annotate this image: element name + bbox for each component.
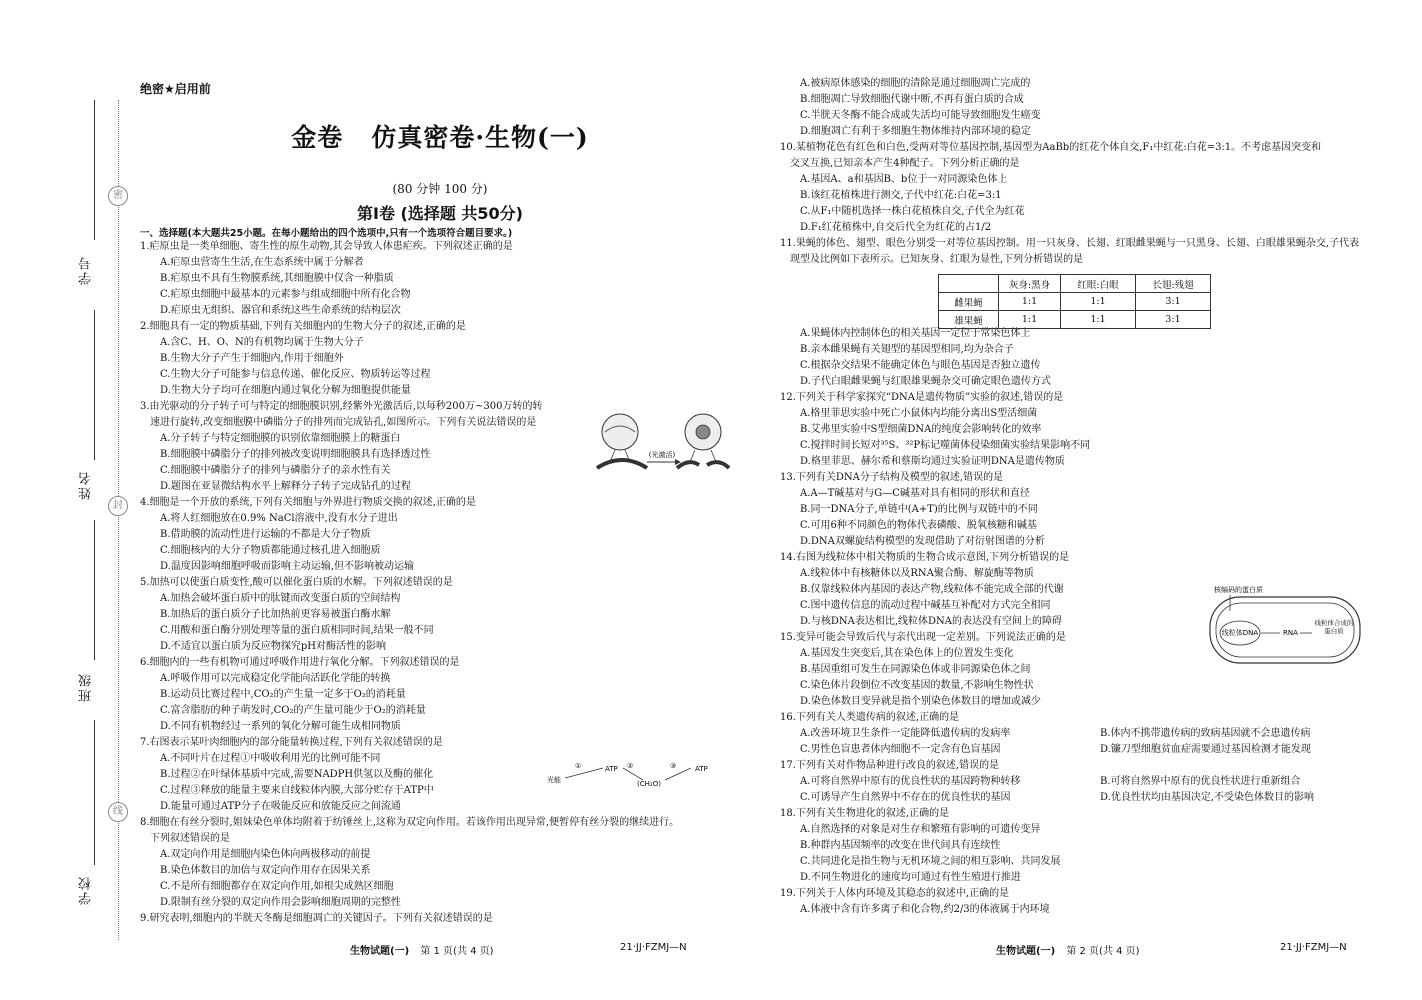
- table-cell: 3:1: [1136, 311, 1211, 329]
- question-option: C.细胞膜中磷脂分子的排列与磷脂分子的亲水性有关: [160, 465, 391, 476]
- question-option: B.运动员比赛过程中,CO₂的产生量一定多于O₂的消耗量: [160, 689, 406, 700]
- question-item: [140, 655, 755, 735]
- table-row: [939, 311, 1211, 329]
- question-option: A.线粒体中有核糖体以及RNA聚合酶、解旋酶等物质: [800, 568, 1034, 579]
- q14-rna: RNA: [1283, 629, 1298, 637]
- option-pair: [780, 790, 1400, 806]
- question-option: A.可将自然界中原有的优良性状的基因跨物种转移: [800, 776, 1021, 787]
- question-option: A.自然选择的对象是对生存和繁殖有影响的可遗传变异: [800, 824, 1041, 835]
- class-underline-wrap: [72, 520, 100, 660]
- question-option: D.子代白眼雌果蝇与红眼雄果蝇杂交可确定眼色遗传方式: [800, 376, 1051, 387]
- question-option: C.可诱导产生自然界中不存在的优良性状的基因: [800, 792, 1011, 803]
- question-option: B.该红花植株进行测交,子代中红花:白花=3:1: [800, 190, 1002, 201]
- question-stem-cont: 下列叙述错误的是: [150, 833, 230, 844]
- question-option: D.限制有丝分裂的双定向作用会影响细胞周期的完整性: [160, 897, 401, 908]
- question-option: C.从F₁中随机选择一株白花植株自交,子代全为红花: [800, 206, 1025, 217]
- q7-step-3: ③: [670, 762, 677, 770]
- secret-mark: 绝密★启用前: [140, 82, 211, 96]
- question-option: C.男性色盲患者体内细胞不一定含有色盲基因: [800, 744, 1001, 755]
- question-option: D.格里菲思、赫尔希和蔡斯均通过实验证明DNA是遗传物质: [800, 456, 1065, 467]
- question-option: C.根据杂交结果不能确定体色与眼色基因是否独立遗传: [800, 360, 1041, 371]
- question-option: D.F₁红花植株中,自交后代全为红花的占1/2: [800, 222, 992, 233]
- question-option: A.分子转子与特定细胞膜的识别依靠细胞膜上的糖蛋白: [160, 433, 401, 444]
- question-option: B.过程②在叶绿体基质中完成,需要NADPH供氢以及酶的催化: [160, 769, 434, 780]
- question-item: [780, 806, 1400, 886]
- question-option: A.含C、H、O、N的有机物均属于生物大分子: [160, 337, 364, 348]
- question-stem: 16.下列有关人类遗传病的叙述,正确的是: [780, 712, 960, 723]
- question-option: A.不同叶片在过程①中吸收利用光的比例可能不同: [160, 753, 381, 764]
- question-stem: 13.下列有关DNA分子结构及模型的叙述,错误的是: [780, 472, 1004, 483]
- question-option: C.半胱天冬酶不能合成或失活均可能导致细胞发生癌变: [800, 110, 1041, 121]
- question-stem: 12.下列关于科学家探究“DNA是遗传物质”实验的叙述,错误的是: [780, 392, 1064, 403]
- q7-ch2o: (CH₂O): [637, 780, 661, 788]
- question-option: C.可用6种不同颜色的物体代表磷酸、脱氧核糖和碱基: [800, 520, 1037, 531]
- question-option: A.基因A、a和基因B、b位于一对同源染色体上: [800, 174, 1008, 185]
- question-option: B.体内不携带遗传病的致病基因就不会患遗传病: [1100, 728, 1311, 739]
- question-stem-cont: 现型及比例如下表所示。已知灰身、红眼为显性,下列分析错误的是: [790, 254, 1084, 265]
- school-underline-wrap: [72, 720, 100, 865]
- question-option: D.镰刀型细胞贫血症需要通过基因检测才能发现: [1100, 744, 1311, 755]
- question-option: B.可将自然界中原有的优良性状进行重新组合: [1100, 776, 1301, 787]
- question-stem-cont: 速进行旋转,改变细胞膜中磷脂分子的排列而完成钻孔,如图所示。下列有关说法错误的是: [150, 417, 537, 428]
- q7-arrow-3: [665, 768, 691, 780]
- question-stem: 14.右图为线粒体中相关物质的生物合成示意图,下列分析错误的是: [780, 552, 1070, 563]
- title-brand: 金卷: [291, 123, 344, 152]
- question-option: D.温度因影响细胞呼吸而影响主动运输,但不影响被动运输: [160, 561, 415, 572]
- section-instruction: 一、选择题(本大题共25小题。在每小题给出的四个选项中,只有一个选项符合题目要求。): [140, 228, 513, 239]
- option-pair: [780, 726, 1400, 742]
- question-option: D.不适宜以蛋白质为反应物探究pH对酶活性的影响: [160, 641, 386, 652]
- question-item: [140, 319, 755, 399]
- question-option: B.借助膜的流动性进行运输的不都是大分子物质: [160, 529, 371, 540]
- question-option: A.A—T碱基对与G—C碱基对具有相同的形状和直径: [800, 488, 1030, 499]
- question-option: A.改善环境卫生条件一定能降低遗传病的发病率: [800, 728, 1011, 739]
- q7-step-1: ①: [575, 762, 582, 770]
- school-field[interactable]: [72, 875, 100, 905]
- q11-th-0: [939, 275, 999, 293]
- question-option: C.不是所有细胞都存在双定向作用,如根尖成熟区细胞: [160, 881, 394, 892]
- q7-atp-1: ATP: [605, 765, 618, 773]
- table-cell: 1:1: [1061, 293, 1136, 311]
- question-stem-cont: 交叉互换,已知亲本产生4种配子。下列分析正确的是: [790, 158, 1020, 169]
- left-footer-page: 第 1 页(共 4 页): [420, 946, 494, 957]
- question-item: [780, 390, 1400, 470]
- question-option: A.疟原虫营寄生生活,在生态系统中属于分解者: [160, 257, 364, 268]
- q14-figure: [1208, 583, 1363, 665]
- school-label: 学校: [78, 875, 94, 905]
- question-option: D.细胞凋亡有利于多细胞生物体维持内部环境的稳定: [800, 126, 1031, 137]
- title-main: 仿真密卷·生物(一): [371, 123, 589, 152]
- question-item: [140, 911, 755, 927]
- question-option: D.题图在亚显微结构水平上解释分子转子完成钻孔的过程: [160, 481, 411, 492]
- q11-th-3: 长翅:残翅: [1136, 275, 1211, 293]
- class-label: 班级: [78, 672, 94, 702]
- question-option: A.呼吸作用可以完成稳定化学能向活跃化学能的转换: [160, 673, 391, 684]
- q3-right-membrane: [677, 414, 729, 468]
- question-item: [780, 470, 1400, 550]
- name-underline-wrap: [72, 310, 100, 460]
- question-stem: 1.疟原虫是一类单细胞、寄生性的原生动物,其会导致人体患疟疾。下列叙述正确的是: [140, 241, 513, 252]
- question-option: C.疟原虫细胞中最基本的元素参与组成细胞中所有化合物: [160, 289, 411, 300]
- question-option: C.过程③释放的能量主要来自线粒体内膜,大部分贮存于ATP中: [160, 785, 434, 796]
- question-option: A.格里菲思实验中死亡小鼠体内均能分离出S型活细菌: [800, 408, 1038, 419]
- question-stem: 10.某植物花色有红色和白色,受两对等位基因控制,基因型为AaBb的红花个体自交,F₁中红花:白花=3:1。不考虑基因突变和: [780, 142, 1322, 153]
- table-row: [939, 293, 1211, 311]
- right-footer-title: 生物试题(一): [996, 946, 1056, 957]
- table-cell: 雌果蝇: [939, 293, 999, 311]
- q7-light: 光能: [547, 776, 561, 784]
- q14-mito-protein: 线粒体合成的蛋白质: [1314, 619, 1354, 635]
- question-item: [140, 495, 755, 575]
- question-option: C.图中遗传信息的流动过程中碱基互补配对方式完全相同: [800, 600, 1051, 611]
- page-title: [140, 118, 740, 154]
- question-option: A.被病原体感染的细胞的清除是通过细胞凋亡完成的: [800, 78, 1031, 89]
- question-item: [780, 758, 1400, 806]
- question-stem: 2.细胞具有一定的物质基础,下列有关细胞内的生物大分子的叙述,正确的是: [140, 321, 466, 332]
- q14-nuclear-protein: 核编码的蛋白质: [1214, 586, 1263, 594]
- table-cell: 1:1: [999, 293, 1061, 311]
- class-underline: [94, 520, 95, 660]
- question-option: D.不同生物进化的速度均可通过有性生殖进行推进: [800, 872, 1021, 883]
- question-option: D.能量可通过ATP分子在吸能反应和放能反应之间流通: [160, 801, 401, 812]
- exam-time: (80 分钟 100 分): [392, 182, 488, 196]
- question-option: C.细胞核内的大分子物质都能通过核孔进入细胞质: [160, 545, 381, 556]
- question-stem: 4.细胞是一个开放的系统,下列有关细胞与外界进行物质交换的叙述,正确的是: [140, 497, 476, 508]
- question-item: [140, 815, 755, 911]
- question-option: B.基因重组可发生在同源染色体或非同源染色体之间: [800, 664, 1031, 675]
- question-option: D.染色体数目变异就是指个别染色体数目的增加或减少: [800, 696, 1041, 707]
- q3-figure: [595, 410, 730, 480]
- question-stem: 8.细胞在有丝分裂时,姐妹染色单体均附着于纺锤丝上,这称为双定向作用。若该作用出现异常,便暂停有丝分裂的继续进行。: [140, 817, 680, 828]
- left-footer-code: 21·JJ·FZMJ—N: [620, 942, 687, 953]
- question-option: C.搅拌时间长短对³⁵S、³²P标记噬菌体侵染细菌实验结果影响不同: [800, 440, 1091, 451]
- question-stem: 7.右图表示某叶肉细胞内的部分能量转换过程,下列有关叙述错误的是: [140, 737, 443, 748]
- option-pair: [780, 742, 1400, 758]
- class-field[interactable]: [72, 672, 100, 702]
- question-option: B.种群内基因频率的改变在世代间具有连续性: [800, 840, 1001, 851]
- right-question-list: [780, 76, 1400, 918]
- part-heading: 第Ⅰ卷 (选择题 共50分): [357, 204, 523, 223]
- question-stem: 9.研究表明,细胞内的半胱天冬酶是细胞凋亡的关键因子。下列有关叙述错误的是: [140, 913, 493, 924]
- question-stem: 17.下列有关对作物品种进行改良的叙述,错误的是: [780, 760, 1000, 771]
- left-footer: [350, 942, 494, 957]
- question-option: B.疟原虫不具有生物膜系统,其细胞膜中仅含一种脂质: [160, 273, 394, 284]
- question-stem: 5.加热可以使蛋白质变性,酸可以催化蛋白质的水解。下列叙述错误的是: [140, 577, 453, 588]
- id-field[interactable]: [72, 255, 100, 285]
- table-cell: 3:1: [1136, 293, 1211, 311]
- question-option: A.果蝇体内控制体色的相关基因一定位于常染色体上: [800, 328, 1031, 339]
- question-item: [780, 76, 1400, 140]
- question-option: B.艾弗里实验中S型细菌DNA的纯度会影响转化的效率: [800, 424, 1042, 435]
- q7-step-2: ②: [627, 762, 634, 770]
- question-option: D.与核DNA表达相比,线粒体DNA的表达没有空间上的障碍: [800, 616, 1062, 627]
- question-stem: 6.细胞内的一些有机物可通过呼吸作用进行氧化分解。下列叙述错误的是: [140, 657, 460, 668]
- table-cell: 1:1: [1061, 311, 1136, 329]
- table-cell: 雄果蝇: [939, 311, 999, 329]
- question-option: C.用酸和蛋白酶分别处理等量的蛋白质相同时间,结果一般不同: [160, 625, 434, 636]
- question-option: A.体液中含有许多离子和化合物,约2/3的体液属于内环境: [800, 904, 1050, 915]
- q11-th-2: 红眼:白眼: [1061, 275, 1136, 293]
- id-label: 学号: [78, 255, 94, 285]
- question-item: [140, 575, 755, 655]
- question-option: B.亲本雌果蝇有关翅型的基因型相同,均为杂合子: [800, 344, 1014, 355]
- id-underline: [94, 100, 95, 240]
- question-stem: 3.由光驱动的分子转子可与特定的细胞膜识别,经紫外光激活后,以每秒200万~300万转的转: [140, 401, 543, 412]
- school-underline: [94, 720, 95, 865]
- seal-mark-xian: 线: [108, 802, 128, 822]
- right-footer-code: 21·JJ·FZMJ—N: [1280, 942, 1347, 953]
- id-underline-wrap: [72, 100, 100, 240]
- question-option: B.细胞凋亡导致细胞代谢中断,不再有蛋白质的合成: [800, 94, 1024, 105]
- option-pair: [780, 774, 1400, 790]
- question-option: C.染色体片段倒位不改变基因的数量,不影响生物性状: [800, 680, 1034, 691]
- question-stem: 19.下列关于人体内环境及其稳态的叙述中,正确的是: [780, 888, 1010, 899]
- question-option: B.染色体数目的加倍与双定向作用存在因果关系: [160, 865, 371, 876]
- q3-light-label: (光激活): [648, 451, 676, 459]
- question-option: B.同一DNA分子,单链中(A+T)的比例与双链中的不同: [800, 504, 1038, 515]
- seal-mark-mi: 密: [108, 186, 128, 206]
- q7-arrow-1: [565, 768, 603, 778]
- question-option: B.仅靠线粒体内基因的表达产物,线粒体不能完成全部的代谢: [800, 584, 1064, 595]
- right-footer: [996, 942, 1140, 957]
- q14-mito-protein-wrap: [1312, 619, 1356, 651]
- question-stem: 18.下列有关生物进化的叙述,正确的是: [780, 808, 950, 819]
- question-option: D.不同有机物经过一系列的氧化分解可能生成相同物质: [160, 721, 401, 732]
- question-option: A.基因发生突变后,其在染色体上的位置发生变化: [800, 648, 1014, 659]
- q7-figure: [545, 758, 725, 788]
- q11-table: [938, 274, 1211, 329]
- binding-margin: [0, 0, 135, 1000]
- question-option: A.加热会破坏蛋白质中的肽键而改变蛋白质的空间结构: [160, 593, 401, 604]
- q11-th-1: 灰身:黑身: [999, 275, 1061, 293]
- q7-atp-2: ATP: [695, 765, 708, 773]
- question-item: [780, 140, 1400, 236]
- question-stem: 11.果蝇的体色、翅型、眼色分别受一对等位基因控制。用一只灰身、长翅、红眼雌果蝇与一只黑身、长翅、白眼雄果蝇杂交,子代表: [780, 238, 1360, 249]
- question-item: [780, 886, 1400, 918]
- name-field[interactable]: [72, 470, 100, 500]
- right-page: [760, 0, 1422, 1000]
- name-underline: [94, 310, 95, 460]
- question-item: [140, 239, 755, 319]
- question-option: C.生物大分子可能参与信息传递、催化反应、物质转运等过程: [160, 369, 431, 380]
- question-option: C.共同进化是指生物与无机环境之间的相互影响、共同发展: [800, 856, 1061, 867]
- q3-left-membrane: [597, 414, 647, 468]
- left-footer-title: 生物试题(一): [350, 946, 410, 957]
- left-question-list: [140, 239, 755, 927]
- question-option: D.生物大分子均可在细胞内通过氧化分解为细胞提供能量: [160, 385, 411, 396]
- right-footer-page: 第 2 页(共 4 页): [1066, 946, 1140, 957]
- table-cell: 1:1: [999, 311, 1061, 329]
- question-option: B.细胞膜中磷脂分子的排列被改变说明细胞膜具有选择透过性: [160, 449, 431, 460]
- question-option: A.双定向作用是细胞内染色体向两极移动的前提: [160, 849, 371, 860]
- question-option: C.富含脂肪的种子萌发时,CO₂的产生量可能少于O₂的消耗量: [160, 705, 426, 716]
- name-label: 姓名: [78, 470, 94, 500]
- question-option: A.将人红细胞放在0.9% NaCl溶液中,没有水分子进出: [160, 513, 398, 524]
- question-item: [780, 710, 1400, 758]
- seal-mark-feng: 封: [108, 496, 128, 516]
- question-option: D.优良性状均由基因决定,不受染色体数目的影响: [1100, 792, 1315, 803]
- question-option: D.疟原虫无组织、器官和系统这些生命系统的结构层次: [160, 305, 401, 316]
- q14-mito-dna: 线粒体DNA: [1221, 629, 1259, 637]
- question-stem: 15.变异可能会导致后代与亲代出现一定差别。下列说法正确的是: [780, 632, 1066, 643]
- question-option: D.DNA双螺旋结构模型的发现借助了对衍射图谱的分析: [800, 536, 1045, 547]
- question-option: B.加热后的蛋白质分子比加热前更容易被蛋白酶水解: [160, 609, 391, 620]
- question-option: B.生物大分子产生于细胞内,作用于细胞外: [160, 353, 344, 364]
- q11-table-header: [939, 275, 1211, 293]
